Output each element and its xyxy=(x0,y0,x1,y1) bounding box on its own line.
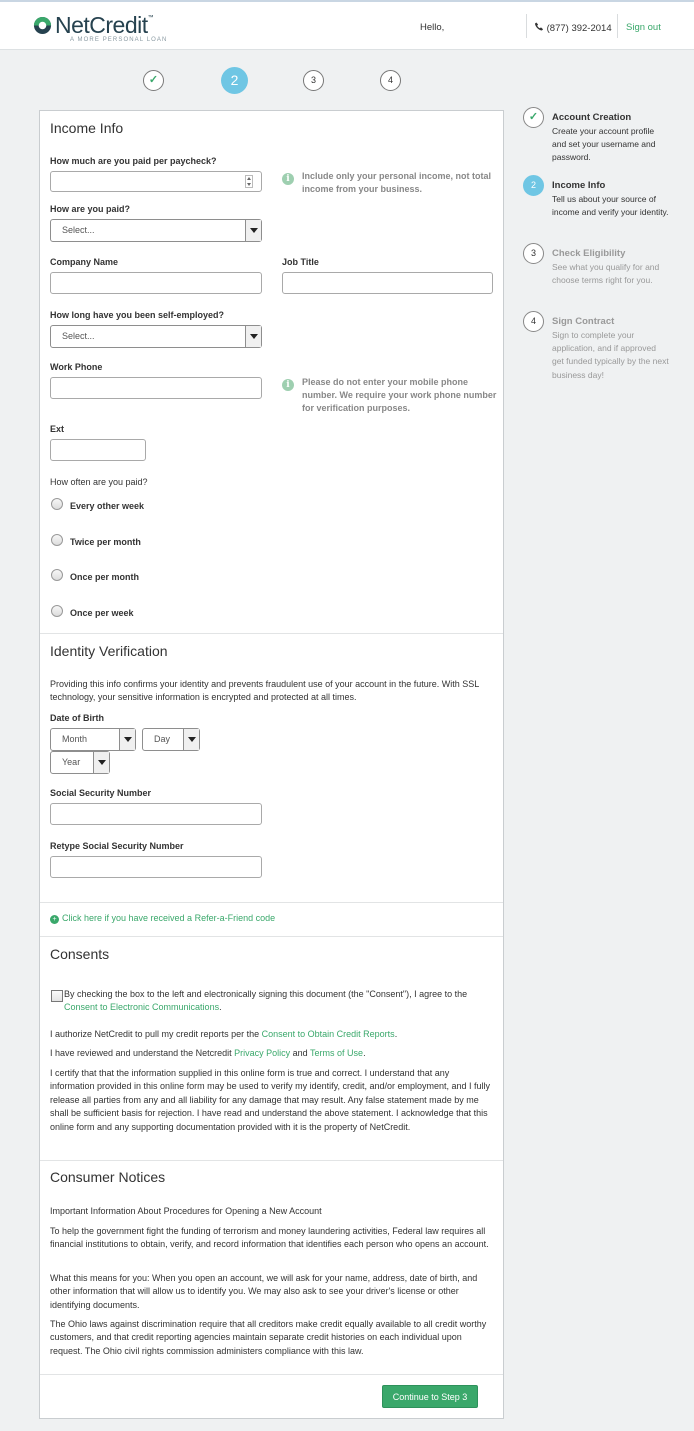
greeting: Hello, xyxy=(420,22,445,33)
sign-out-link[interactable]: Sign out xyxy=(626,22,661,33)
paycheck-amount-input[interactable] xyxy=(50,171,262,192)
job-title-input[interactable] xyxy=(282,272,493,294)
phone-text: (877) 392-2014 xyxy=(546,23,612,34)
info-icon: i xyxy=(282,379,294,391)
section-divider xyxy=(40,902,503,903)
day-value: Day xyxy=(154,734,171,744)
chevron-down-icon xyxy=(183,729,199,750)
notices-paragraph-2: What this means for you: When you open an account, we will ask for your name, address, date of birth, and other information that will allow us to identify you. We may also ask to see your driver's license or other identifying documents. xyxy=(50,1273,478,1310)
how-paid-label: How are you paid? xyxy=(50,204,131,214)
consents-title: Consents xyxy=(50,946,110,962)
month-value: Month xyxy=(62,734,88,744)
sidebar-step-desc: Tell us about your source of income and verify your identity. xyxy=(552,194,669,218)
header-divider xyxy=(526,14,527,38)
radio-label: Once per month xyxy=(70,572,140,582)
check-icon: ✓ xyxy=(523,107,544,128)
sidebar-step-title: Income Info xyxy=(552,180,606,191)
brand-tagline: A MORE PERSONAL LOAN xyxy=(70,37,168,43)
work-phone-info-text: Please do not enter your mobile phone number. We require your work phone number for verification purposes. xyxy=(302,377,497,413)
self-employed-value: Select... xyxy=(62,331,95,341)
sidebar-step-title: Sign Contract xyxy=(552,316,615,327)
ssn-input[interactable] xyxy=(50,803,262,825)
pay-frequency-label: How often are you paid? xyxy=(50,477,148,487)
header-divider xyxy=(617,14,618,38)
sidebar-step-number: 4 xyxy=(523,311,544,332)
continue-to-step-3-button[interactable]: Continue to Step 3 xyxy=(382,1385,478,1408)
radio-every-other-week[interactable] xyxy=(51,498,63,510)
radio-twice-per-month[interactable] xyxy=(51,534,63,546)
progress-step-1: ✓ xyxy=(143,70,164,91)
sidebar-step-number: 3 xyxy=(523,243,544,264)
self-employed-label: How long have you been self-employed? xyxy=(50,310,225,320)
chevron-down-icon xyxy=(245,220,261,241)
ext-input[interactable] xyxy=(50,439,146,461)
notices-paragraph-1: To help the government fight the funding of terrorism and money laundering activities, Federal law requires all financial institutions to obtain, verify, and record information that identifies each person who opens an account. xyxy=(50,1226,489,1250)
sidebar-step-desc: Create your account profile and set your username and password. xyxy=(552,126,656,163)
sidebar-step-title: Account Creation xyxy=(552,112,632,123)
info-icon: i xyxy=(282,173,294,185)
number-spinner-icon[interactable] xyxy=(245,175,253,188)
electronic-communications-link[interactable]: Consent to Electronic Communications xyxy=(64,1002,220,1013)
application-form-card xyxy=(39,110,504,1419)
job-title-label: Job Title xyxy=(282,257,319,267)
privacy-policy-link[interactable]: Privacy Policy xyxy=(234,1048,291,1058)
work-phone-input[interactable] xyxy=(50,377,262,399)
consent-checkbox-text: By checking the box to the left and electronically signing this document (the "Consent"), I agree to the Consent to Electronic Communications. xyxy=(64,989,468,1013)
radio-once-per-week[interactable] xyxy=(51,605,63,617)
reviewed-text: I have reviewed and understand the Netcredit Privacy Policy and Terms of Use. xyxy=(50,1048,366,1058)
plus-circle-icon: + xyxy=(50,915,59,924)
sidebar-step-desc: See what you qualify for and choose terms right for you. xyxy=(552,262,660,286)
authorize-text: I authorize NetCredit to pull my credit reports per the Consent to Obtain Credit Reports. xyxy=(50,1029,398,1039)
chevron-down-icon xyxy=(245,326,261,347)
notices-paragraph-3: The Ohio laws against discrimination require that all creditors make credit equally available to all credit worthy customers, and that credit reporting agencies maintain separate credit histories on each individual upon request. The Ohio civil rights commission administers compliance with this law. xyxy=(50,1319,487,1356)
radio-label: Once per week xyxy=(70,608,134,618)
ssn-label: Social Security Number xyxy=(50,788,152,798)
ext-label: Ext xyxy=(50,424,65,434)
dob-month-select[interactable] xyxy=(50,728,136,751)
phone-number[interactable] xyxy=(534,22,612,34)
section-divider xyxy=(40,633,503,634)
radio-once-per-month[interactable] xyxy=(51,569,63,581)
dob-day-select[interactable] xyxy=(142,728,200,751)
company-name-label: Company Name xyxy=(50,257,119,267)
refer-text: Click here if you have received a Refer-a-Friend code xyxy=(62,913,276,923)
progress-step-3: 3 xyxy=(303,70,324,91)
brand-name: NetCredit™ xyxy=(55,12,154,38)
terms-of-use-link[interactable]: Terms of Use xyxy=(310,1048,364,1058)
certify-text: I certify that that the information supplied in this online form is true and correct. I understand that any information provided in this online form may be used to verify my identify, credit, and/or employment, and I fully release all parties from any and all liability for any damage that may result. Any false statement made by me shall be sufficient basis for rejection. I have read and understand the above statement. I acknowledge that this online form and any supporting documentation provided with it is the property of NetCredit. xyxy=(50,1068,491,1132)
ssn-retype-label: Retype Social Security Number xyxy=(50,841,184,851)
dob-year-select[interactable] xyxy=(50,751,110,774)
self-employed-select[interactable] xyxy=(50,325,262,348)
phone-icon xyxy=(534,22,544,31)
ssn-retype-input[interactable] xyxy=(50,856,262,878)
paycheck-label: How much are you paid per paycheck? xyxy=(50,156,217,166)
sidebar-step-desc: Sign to complete your application, and if approved get funded typically by the next business day! xyxy=(552,330,669,380)
paycheck-info-text: Include only your personal income, not total income from your business. xyxy=(302,171,492,194)
chevron-down-icon xyxy=(93,752,109,773)
progress-step-4: 4 xyxy=(380,70,401,91)
how-paid-select[interactable] xyxy=(50,219,262,242)
sidebar-step-title: Check Eligibility xyxy=(552,248,626,259)
income-info-title: Income Info xyxy=(50,120,124,136)
identity-title: Identity Verification xyxy=(50,643,168,659)
logo-mark-icon xyxy=(33,16,52,35)
chevron-down-icon xyxy=(119,729,135,750)
consumer-notices-title: Consumer Notices xyxy=(50,1169,166,1185)
notices-subtitle: Important Information About Procedures for Opening a New Account xyxy=(50,1206,322,1216)
section-divider xyxy=(40,1160,503,1161)
section-divider xyxy=(40,1374,503,1375)
refer-a-friend-link[interactable] xyxy=(50,913,275,924)
progress-step-2: 2 xyxy=(221,67,248,94)
year-value: Year xyxy=(62,757,81,767)
company-name-input[interactable] xyxy=(50,272,262,294)
radio-label: Every other week xyxy=(70,501,145,511)
sidebar-step-number: 2 xyxy=(523,175,544,196)
radio-label: Twice per month xyxy=(70,537,141,547)
credit-reports-link[interactable]: Consent to Obtain Credit Reports xyxy=(261,1029,395,1039)
work-phone-label: Work Phone xyxy=(50,362,103,372)
how-paid-value: Select... xyxy=(62,225,95,235)
consent-checkbox[interactable] xyxy=(51,990,63,1002)
dob-label: Date of Birth xyxy=(50,713,104,723)
section-divider xyxy=(40,936,503,937)
header xyxy=(0,2,694,50)
identity-intro: Providing this info confirms your identity and prevents fraudulent use of your account in the future. With SSL technology, your sensitive information is encrypted and protected at all times. xyxy=(50,679,479,703)
